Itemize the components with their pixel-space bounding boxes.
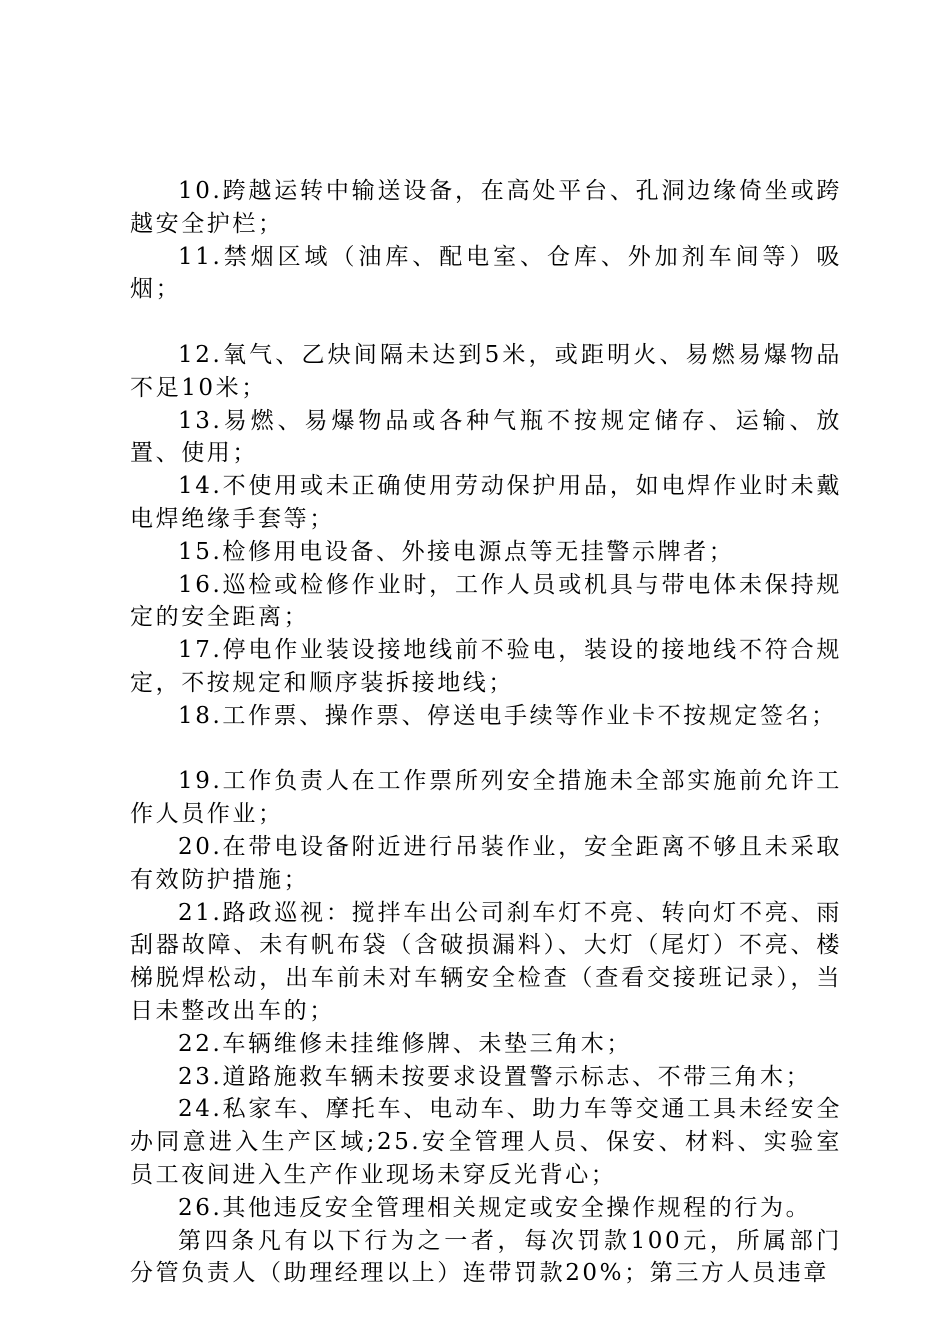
paragraph: 15.检修用电设备、外接电源点等无挂警示牌者； (178, 538, 735, 565)
paragraph: 10.跨越运转中输送设备，在高处平台、孔洞边缘倚坐或跨越安全护栏； (130, 178, 842, 237)
paragraph: 22.车辆维修未挂维修牌、未垫三角木； (178, 1030, 632, 1057)
paragraph: 17.停电作业装设接地线前不验电，装设的接地线不符合规定，不按规定和顺序装拆接地线； (130, 637, 842, 696)
paragraph: 16.巡检或检修作业时，工作人员或机具与带电体未保持规定的安全距离； (130, 571, 842, 631)
paragraph: 18.工作票、操作票、停送电手续等作业卡不按规定签名； (178, 702, 837, 729)
document-body (130, 175, 842, 1290)
paragraph: 23.道路施救车辆未按要求设置警示标志、不带三角木； (178, 1063, 812, 1090)
paragraph: 12.氧气、乙炔间隔未达到5米，或距明火、易燃易爆物品不足10米； (130, 341, 842, 401)
paragraph: 14.不使用或未正确使用劳动保护用品，如电焊作业时未戴电焊绝缘手套等； (130, 473, 842, 532)
paragraph: 19.工作负责人在工作票所列安全措施未全部实施前允许工作人员作业； (130, 768, 842, 828)
paragraph: 26.其他违反安全管理相关规定或安全操作规程的行为。 (178, 1194, 812, 1221)
paragraph: 11.禁烟区域（油库、配电室、仓库、外加剂车间等）吸烟； (130, 243, 842, 303)
paragraph: 13.易燃、易爆物品或各种气瓶不按规定储存、运输、放置、使用； (130, 407, 842, 467)
paragraph: 20.在带电设备附近进行吊装作业，安全距离不够且未采取有效防护措施； (130, 833, 842, 893)
paragraph: 第四条凡有以下行为之一者，每次罚款100元，所属部门分管负责人（助理经理以上）连带罚款20%；第三方人员违章 (130, 1227, 842, 1287)
paragraph: 24.私家车、摩托车、电动车、助力车等交通工具未经安全办同意进入生产区域;25.安全管理人员、保安、材料、实验室员工夜间进入生产作业现场未穿反光背心； (130, 1096, 842, 1188)
paragraph: 21.路政巡视：搅拌车出公司刹车灯不亮、转向灯不亮、雨刮器故障、未有帆布袋（含破损漏料）、大灯（尾灯）不亮、楼梯脱焊松动，出车前未对车辆安全检查（查看交接班记录），当日未整改出车的； (130, 899, 842, 1024)
